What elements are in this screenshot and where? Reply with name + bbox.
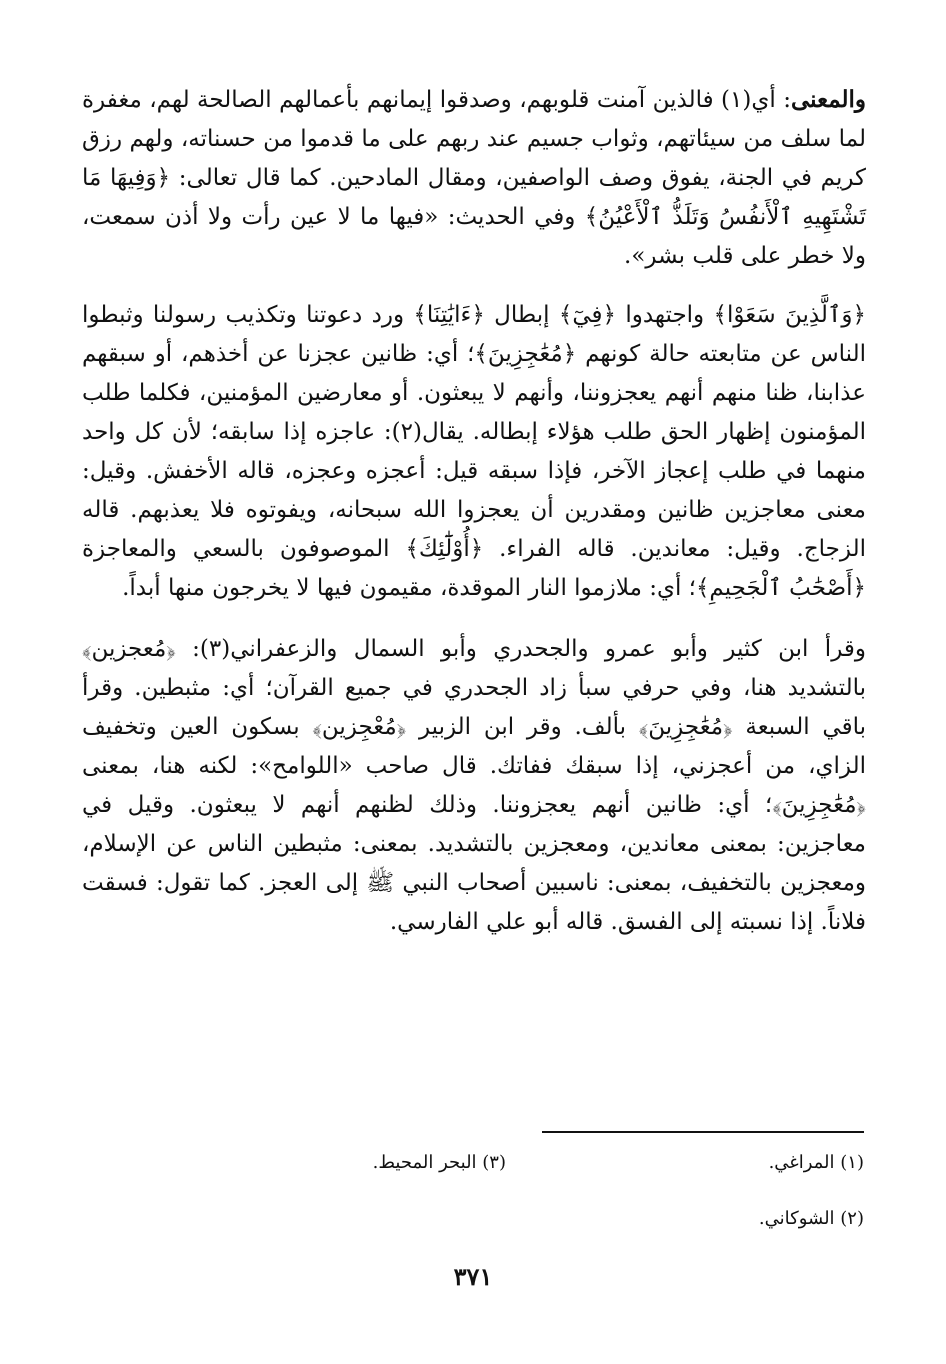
paragraph-tafsir: ﴿وَٱلَّذِينَ سَعَوْا﴾ واجتهدوا ﴿فِيٓ﴾ إبطال ﴿ءَايَٰتِنَا﴾ ورد دعوتنا وتكذيب رسولنا وثبطوا الناس عن متابعته حالة كونهم ﴿مُعَٰجِزِينَ﴾؛ أي: ظانين عجزنا عن أخذهم، أو سبقهم عذابنا، ظنا منهم أنهم يعجزوننا، وأنهم لا يبعثون. أو معارضين المؤمنين، فكلما طلب المؤمنون إظهار الحق طلب هؤلاء إبطاله. يقال(٢): عاجزه إذا سابقه؛ لأن كل واحد منهما في طلب إعجاز الآخر، فإذا سبقه قيل: أعجزه وعجزه، قاله الأخفش. وقيل: معنى معاجزين ظانين ومقدرين أن يعجزوا الله سبحانه، ويفوتوه فلا يعذبهم. قاله الزجاج. وقيل: معاندين. قاله الفراء. ﴿أُوْلَٰٓئِكَ﴾ الموصوفون بالسعي والمعاجزة ﴿أَصْحَٰبُ ٱلْجَحِيمِ﴾؛ أي: ملازموا النار الموقدة، مقيمون فيها لا يخرجون منها أبداً.	[82, 302, 867, 601]
main-text	[82, 80, 866, 942]
paragraph-meaning	[82, 80, 866, 276]
footnote-divider	[542, 1131, 864, 1133]
footnote-1: (١) المراغي.	[768, 1152, 864, 1173]
meaning-label: والمعنى	[790, 86, 866, 113]
footnote-2: (٢) الشوكاني.	[758, 1208, 864, 1229]
paragraph-meaning-text: : أي(١) فالذين آمنت قلوبهم، وصدقوا إيمانهم بأعمالهم الصالحة لهم، مغفرة لما سلف من سيئاتهم، وثواب جسيم عند ربهم على ما قدموا من حسناته، ولهم رزق كريم في الجنة، يفوق وصف الواصفين، ومقال المادحين. كما قال تعالى: ﴿وَفِيهَا مَا تَشْتَهِيهِ ٱلْأَنفُسُ وَتَلَذُّ ٱلْأَعْيُنُ﴾ وفي الحديث: «فيها ما لا عين رأت ولا أذن سمعت، ولا خطر على قلب بشر».	[82, 87, 866, 269]
footnote-3: (٣) البحر المحيط.	[372, 1152, 506, 1173]
paragraph-readings: وقرأ ابن كثير وأبو عمرو والجحدري وأبو السمال والزعفراني(٣): ﴿مُعجزين﴾ بالتشديد هنا، وفي حرفي سبأ زاد الجحدري في جميع القرآن؛ أي: مثبطين. وقرأ باقي السبعة ﴿مُعَٰجِزِينَ﴾ بألف. وقر ابن الزبير ﴿مُعْجِزين﴾ بسكون العين وتخفيف الزاي، من أعجزني، إذا سبقك ففاتك. قال صاحب «اللوامح»: لكنه هنا، بمعنى ﴿مُعَٰجِزِينَ﴾؛ أي: ظانين أنهم يعجزوننا. وذلك لظنهم أنهم لا يبعثون. وقيل في معاجزين: بمعنى معاندين، ومعجزين بالتشديد. بمعنى: مثبطين الناس عن الإسلام، ومعجزين بالتخفيف، بمعنى: ناسبين أصحاب النبي ﷺ إلى العجز. كما تقول: فسقت فلاناً. إذا نسبته إلى الفسق. قاله أبو علي الفارسي.	[82, 636, 866, 935]
page-number: ٣٧١	[453, 1262, 493, 1291]
